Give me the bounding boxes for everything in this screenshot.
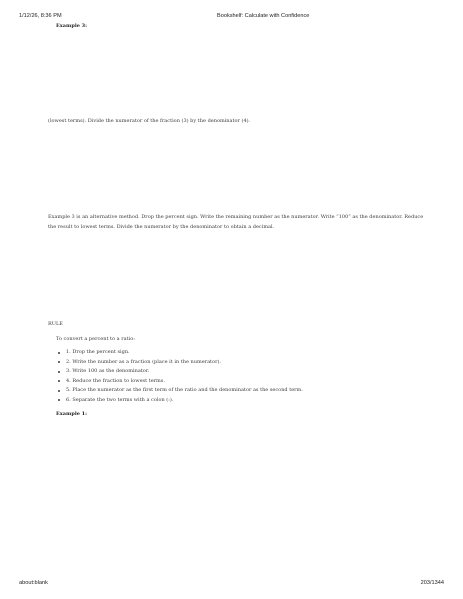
footer-url: about:blank — [19, 580, 48, 586]
list-item: 1. Drop the percent sign. — [56, 348, 303, 358]
paragraph-lowest-terms: (lowest terms). Divide the numerator of the fraction (3) by the denominator (4). — [48, 118, 251, 124]
list-item: 3. Write 100 as the denominator. — [56, 367, 303, 377]
rule-heading: RULE — [48, 321, 63, 327]
rule-steps-list — [56, 348, 303, 405]
page-title: Bookshelf: Calculate with Confidence — [217, 13, 310, 19]
example-1-heading: Example 1: — [56, 411, 87, 417]
print-datetime: 1/12/26, 8:36 PM — [19, 13, 62, 19]
page-number: 203/1344 — [420, 580, 444, 586]
example-3-heading: Example 3: — [56, 23, 87, 29]
list-item: 6. Separate the two terms with a colon (:). — [56, 396, 303, 406]
list-item: 5. Place the numerator as the first term of the ratio and the denominator as the second term. — [56, 386, 303, 396]
list-item: 4. Reduce the fraction to lowest terms. — [56, 377, 303, 387]
rule-intro: To convert a percent to a ratio: — [56, 336, 135, 342]
paragraph-alternative-method: Example 3 is an alternative method. Drop the percent sign. Write the remaining number as the numerator. Write “100” as the denominator. Reduce the result to lowest terms. Divide the numerator by the denominator to obtain a decimal. — [48, 214, 424, 230]
list-item: 2. Write the number as a fraction (place it in the numerator). — [56, 358, 303, 368]
